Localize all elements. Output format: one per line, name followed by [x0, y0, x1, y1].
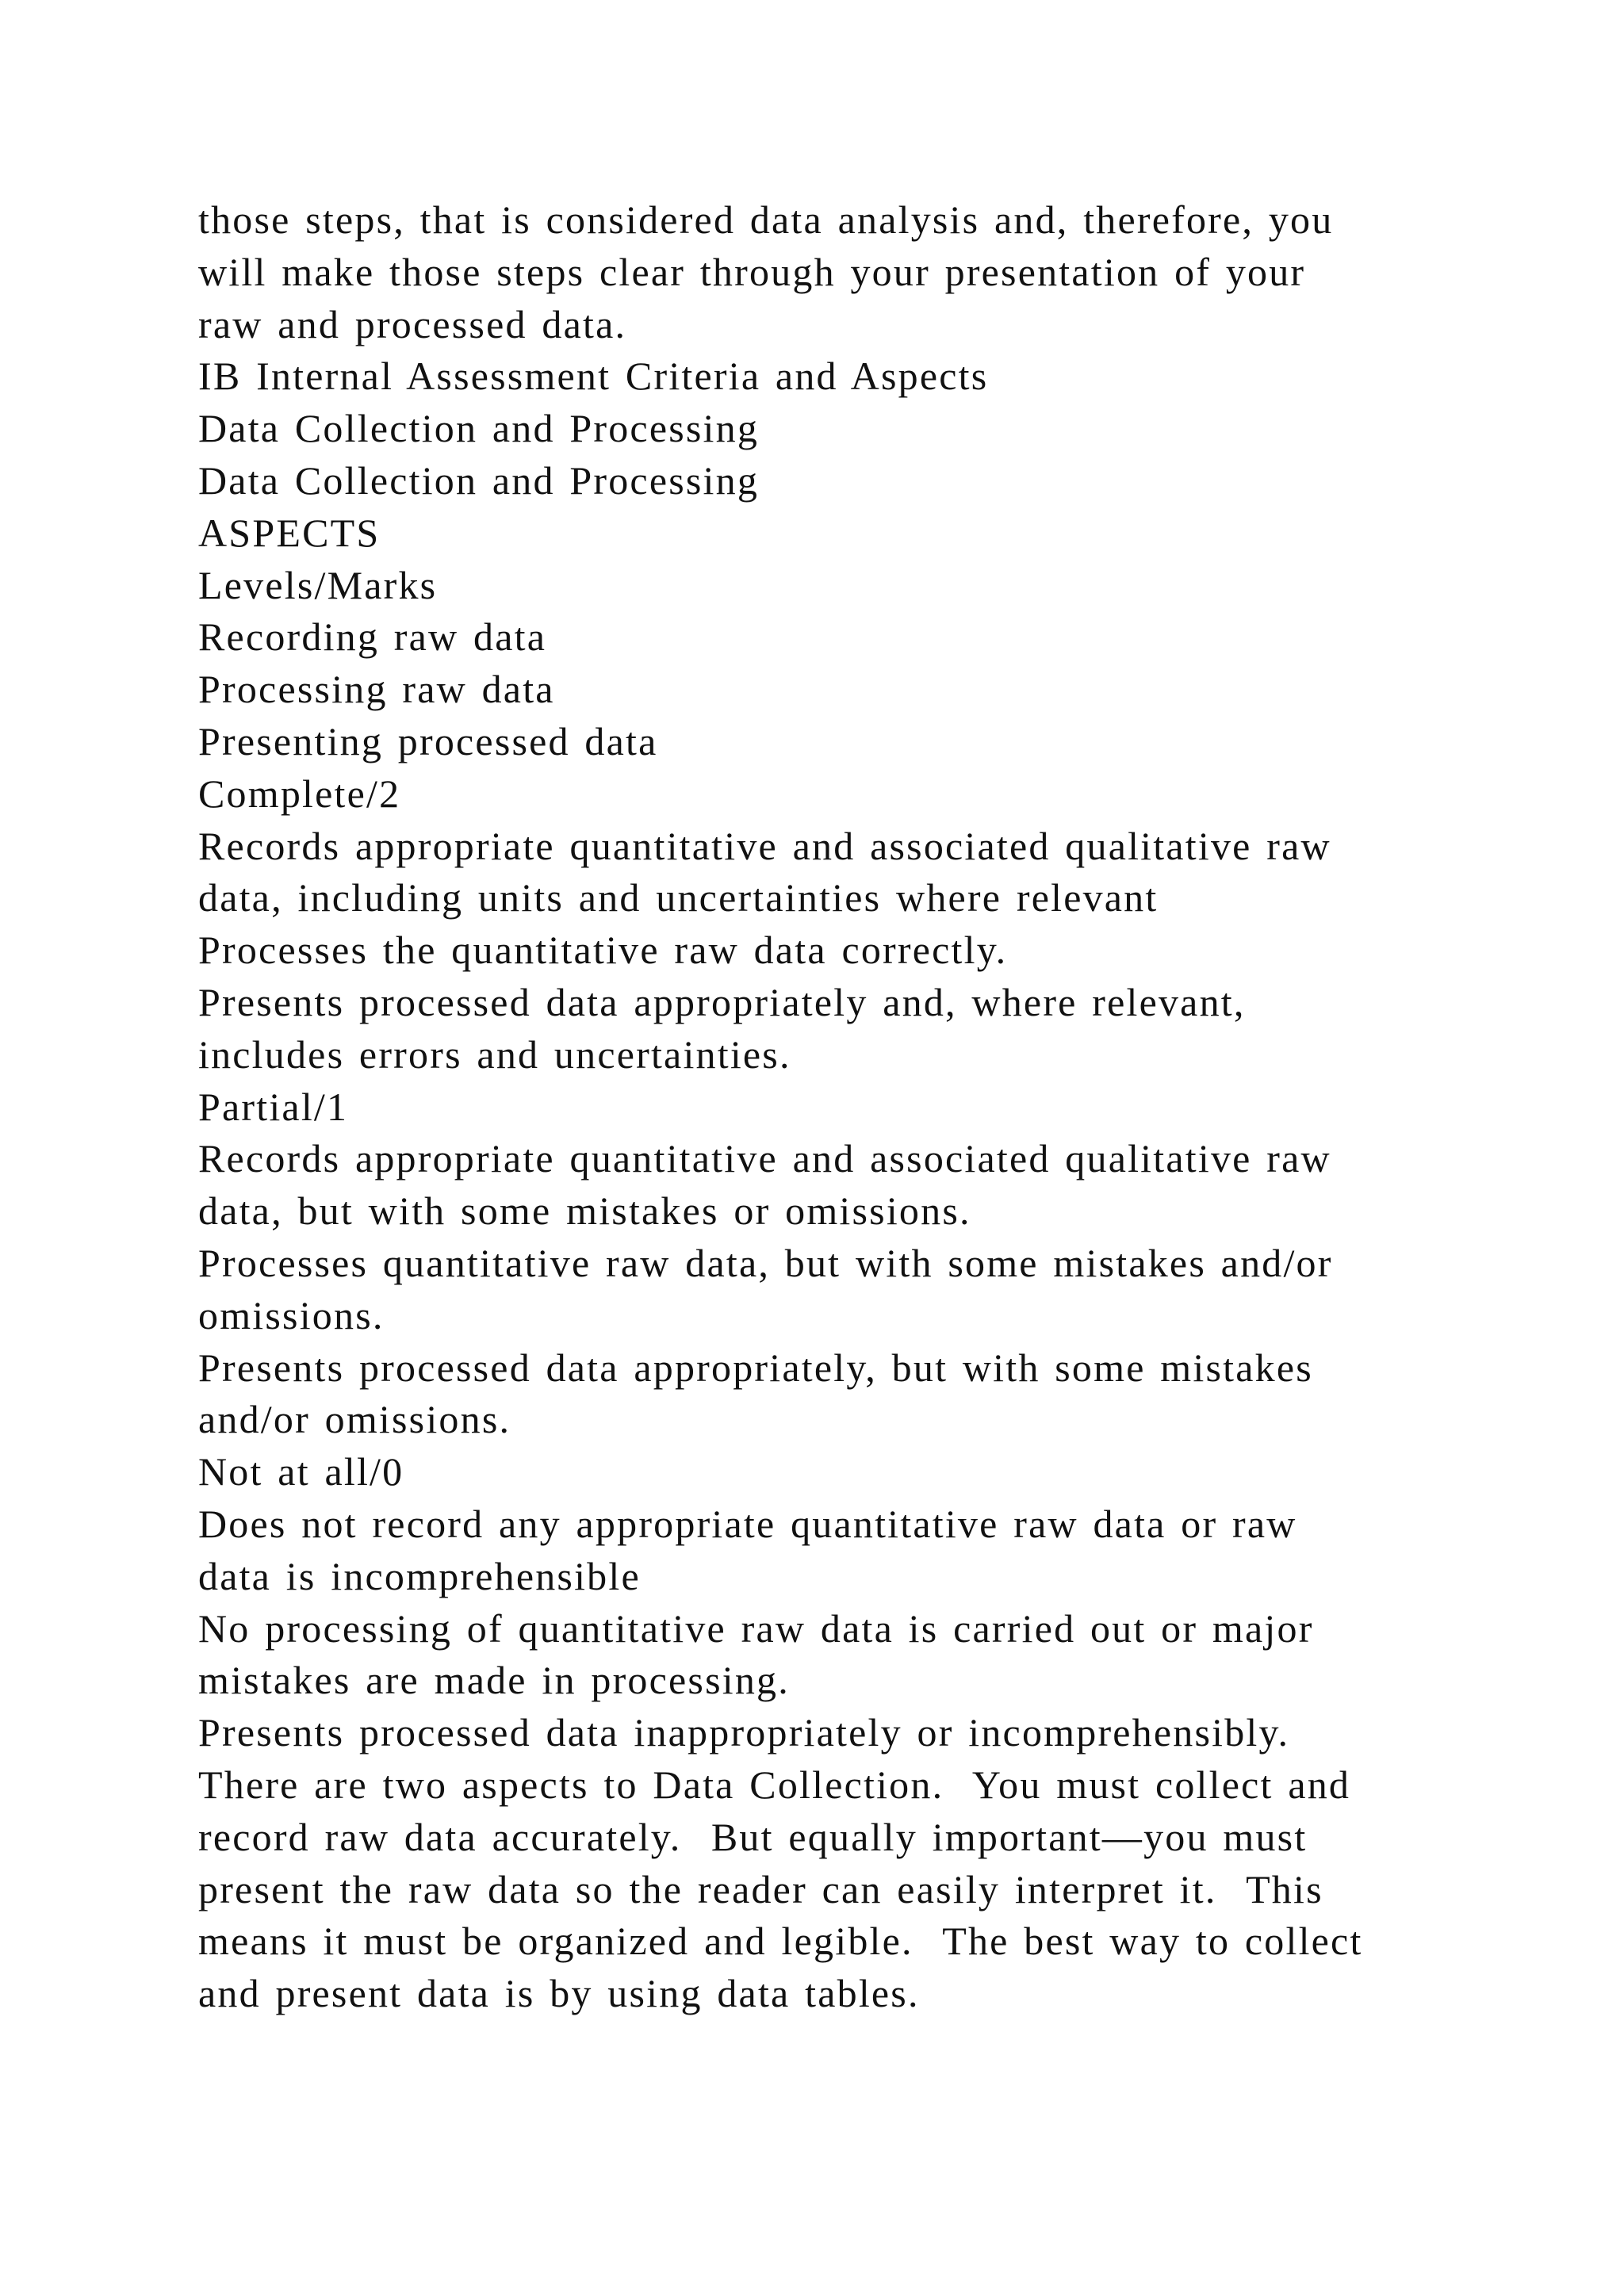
text-line: and/or omissions.: [198, 1397, 511, 1442]
text-line: mistakes are made in processing.: [198, 1658, 790, 1703]
aspect-label: Recording raw data: [198, 614, 547, 660]
table-header-aspects: ASPECTS: [198, 510, 381, 555]
text-line: Processes the quantitative raw data correctly.: [198, 928, 1008, 973]
aspect-label: Processing raw data: [198, 667, 555, 712]
text-line: raw and processed data.: [198, 301, 627, 346]
criterion-title: Data Collection and Processing: [198, 457, 760, 503]
text-line: omissions.: [198, 1292, 385, 1337]
text-line: Does not record any appropriate quantitative raw data or raw: [198, 1501, 1297, 1546]
document-text: [198, 194, 1546, 2020]
text-line: means it must be organized and legible. The best way to collect: [198, 1919, 1363, 1964]
text-line: present the raw data so the reader can easily interpret it. This: [198, 1866, 1323, 1911]
text-line: No processing of quantitative raw data is carried out or major: [198, 1605, 1314, 1651]
criterion-title: Data Collection and Processing: [198, 406, 760, 451]
section-heading: IB Internal Assessment Criteria and Aspects: [198, 354, 989, 399]
level-label: Partial/1: [198, 1084, 349, 1129]
text-line: record raw data accurately. But equally important—you must: [198, 1814, 1308, 1859]
text-line: data, including units and uncertainties where relevant: [198, 875, 1159, 920]
text-line: data, but with some mistakes or omissions.: [198, 1188, 971, 1234]
text-line: Presents processed data appropriately and, where relevant,: [198, 979, 1246, 1024]
text-line: Presents processed data appropriately, but with some mistakes: [198, 1345, 1313, 1390]
text-line: Presents processed data inappropriately or incomprehensibly.: [198, 1710, 1290, 1755]
aspect-label: Presenting processed data: [198, 718, 658, 763]
text-line: There are two aspects to Data Collection. You must collect and: [198, 1762, 1351, 1807]
text-line: Records appropriate quantitative and associated qualitative raw: [198, 823, 1331, 868]
text-line: will make those steps clear through your presentation of your: [198, 249, 1306, 294]
text-line: those steps, that is considered data analysis and, therefore, you: [198, 197, 1334, 242]
text-line: Records appropriate quantitative and associated qualitative raw: [198, 1136, 1331, 1181]
text-line: includes errors and uncertainties.: [198, 1031, 791, 1077]
level-label: Complete/2: [198, 771, 401, 816]
text-line: Processes quantitative raw data, but with some mistakes and/or: [198, 1240, 1333, 1285]
text-line: data is incomprehensible: [198, 1553, 641, 1598]
level-label: Not at all/0: [198, 1449, 404, 1494]
text-line: and present data is by using data tables.: [198, 1971, 920, 2016]
table-header-levels: Levels/Marks: [198, 562, 438, 607]
